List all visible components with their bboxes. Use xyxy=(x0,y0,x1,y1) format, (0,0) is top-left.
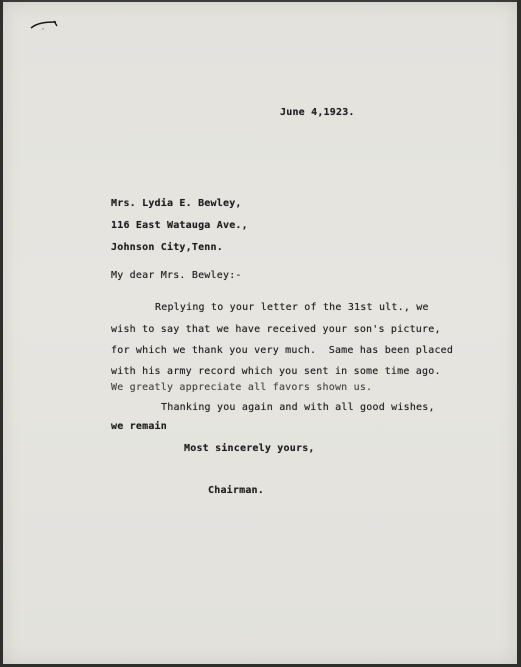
body-line: for which we thank you very much. Same has been placed xyxy=(111,345,454,356)
body-line: We greatly appreciate all favors shown us. xyxy=(111,382,373,393)
letter-date: June 4,1923. xyxy=(280,107,355,118)
body-line: Thanking you again and with all good wishes, xyxy=(161,402,435,413)
letter-page xyxy=(3,2,517,664)
body-line: with his army record which you sent in some time ago. xyxy=(111,366,441,377)
recipient-street: 116 East Watauga Ave., xyxy=(111,220,248,231)
scan-border-right xyxy=(517,0,521,667)
pen-mark-icon xyxy=(29,19,59,31)
recipient-name: Mrs. Lydia E. Bewley, xyxy=(111,198,242,209)
signature-title: Chairman. xyxy=(208,485,264,496)
salutation: My dear Mrs. Bewley:- xyxy=(111,270,242,281)
body-line: Replying to your letter of the 31st ult., we xyxy=(155,302,429,313)
body-line: wish to say that we have received your son's picture, xyxy=(111,324,441,335)
closing: Most sincerely yours, xyxy=(184,443,315,454)
recipient-city: Johnson City,Tenn. xyxy=(111,242,223,253)
body-line: we remain xyxy=(111,421,167,432)
